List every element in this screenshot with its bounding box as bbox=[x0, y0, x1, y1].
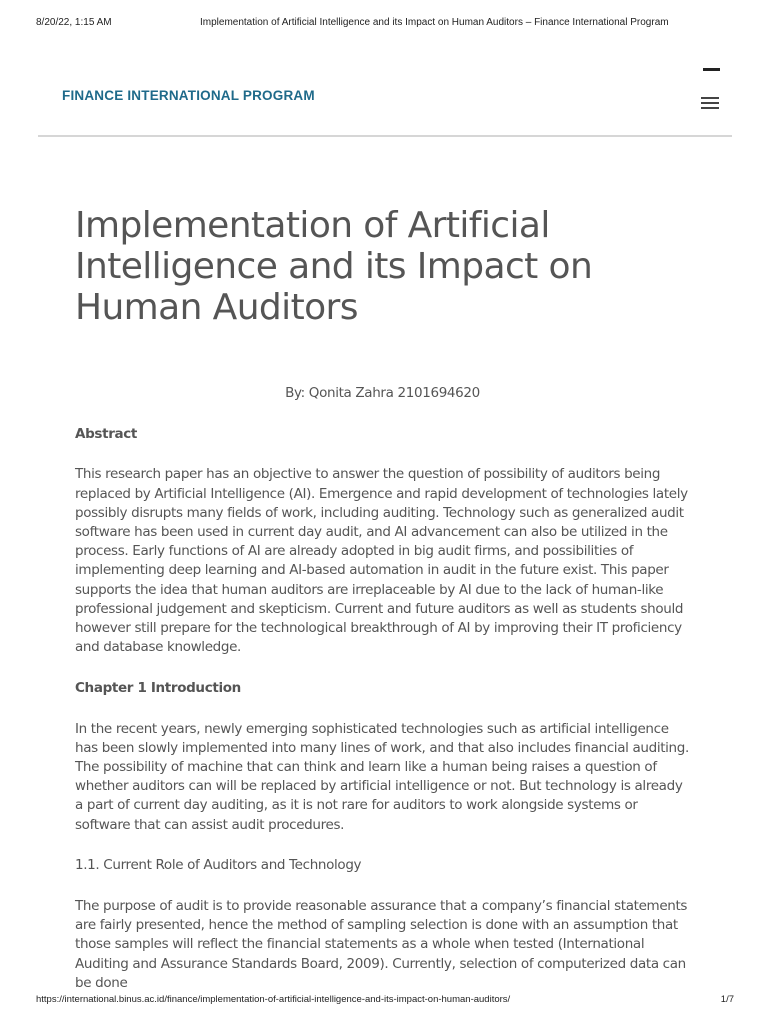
chapter-1-paragraph: In the recent years, newly emerging sophisticated technologies such as artificial intelligence has been slowly implemented into many lines of work, and that also includes financial auditing. The possibility of machine that can think and learn like a human being raises a question of whether auditors can will be replaced by artificial intelligence or not. But technology is already a part of current day auditing, as it is not rare for auditors to work alongside systems or software that can assist audit procedures. bbox=[75, 720, 689, 833]
section-1-1-heading: 1.1. Current Role of Auditors and Technology bbox=[75, 857, 362, 874]
site-header bbox=[38, 40, 732, 137]
post-content bbox=[75, 384, 690, 1015]
section-1-1-paragraph: The purpose of audit is to provide reasonable assurance that a company’s financial statements are fairly presented, hence the method of sampling selection is done with an assumption that those samples will reflect the financial statements as a whole when tested (International Auditing and Assurance Standards Board, 2009). Currently, selection of computerized data can be done bbox=[75, 898, 688, 991]
minus-icon bbox=[703, 68, 720, 71]
site-logo-link[interactable]: FINANCE INTERNATIONAL PROGRAM bbox=[62, 88, 315, 103]
abstract-heading: Abstract bbox=[75, 425, 138, 442]
print-page-number: 1/7 bbox=[720, 994, 734, 1005]
post-title: Implementation of Artificial Intelligence and its Impact on Human Auditors bbox=[75, 205, 593, 328]
byline: By: Qonita Zahra 2101694620 bbox=[285, 385, 480, 401]
print-date: 8/20/22, 1:15 AM bbox=[36, 17, 112, 28]
print-page-title: Implementation of Artificial Intelligence and its Impact on Human Auditors – Finance International Program bbox=[200, 17, 669, 28]
hamburger-menu-icon[interactable] bbox=[701, 97, 719, 111]
print-footer bbox=[0, 994, 768, 1008]
chapter-1-heading: Chapter 1 Introduction bbox=[75, 679, 241, 696]
print-header bbox=[0, 17, 768, 31]
print-url: https://international.binus.ac.id/finance/implementation-of-artificial-intelligence-and-its-impact-on-human-auditors/ bbox=[36, 994, 511, 1005]
abstract-paragraph: This research paper has an objective to answer the question of possibility of auditors being replaced by Artificial Intelligence (AI). Emergence and rapid development of technologies lately possibly disrupts many fields of work, including auditing. Technology such as generalized audit software has been used in current day audit, and AI advancement can also be utilized in the process. Early functions of AI are already adopted in big audit firms, and possibilities of implementing deep learning and AI-based automation in audit in the future exist. This paper supports the idea that human auditors are irreplaceable by AI due to the lack of human-like professional judgement and skepticism. Current and future auditors as well as students should however still prepare for the technological breakthrough of AI by improving their IT proficiency and database knowledge. bbox=[75, 466, 688, 656]
